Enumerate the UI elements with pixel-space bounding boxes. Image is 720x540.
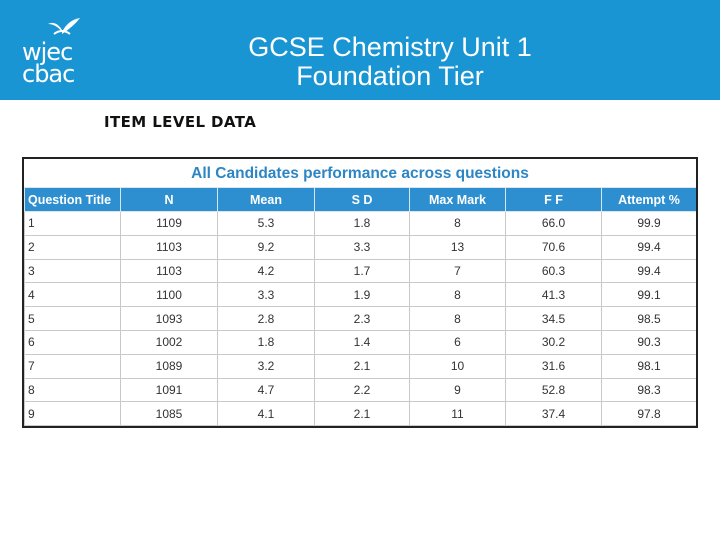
table-cell: 3 bbox=[25, 259, 121, 283]
table-cell: 66.0 bbox=[506, 212, 602, 236]
table-cell: 10 bbox=[410, 354, 506, 378]
table-cell: 1 bbox=[25, 212, 121, 236]
title-line-1: GCSE Chemistry Unit 1 bbox=[248, 32, 532, 62]
table-cell: 90.3 bbox=[602, 330, 697, 354]
results-table bbox=[24, 187, 697, 426]
table-caption: All Candidates performance across questions bbox=[191, 165, 529, 182]
table-cell: 6 bbox=[25, 330, 121, 354]
table-row bbox=[25, 283, 697, 307]
column-header: Mean bbox=[218, 188, 315, 212]
table-cell: 8 bbox=[410, 283, 506, 307]
page-title bbox=[150, 33, 630, 91]
table-cell: 9 bbox=[410, 378, 506, 402]
table-cell: 98.1 bbox=[602, 354, 697, 378]
table-cell: 13 bbox=[410, 235, 506, 259]
table-cell: 1.8 bbox=[315, 212, 410, 236]
title-line-2: Foundation Tier bbox=[296, 61, 484, 91]
results-table-panel bbox=[22, 157, 698, 428]
table-cell: 2.1 bbox=[315, 402, 410, 426]
table-row bbox=[25, 378, 697, 402]
table-cell: 4.2 bbox=[218, 259, 315, 283]
table-cell: 7 bbox=[25, 354, 121, 378]
table-cell: 3.2 bbox=[218, 354, 315, 378]
table-cell: 98.5 bbox=[602, 307, 697, 331]
table-row bbox=[25, 307, 697, 331]
header-banner bbox=[0, 0, 720, 100]
column-header: Question Title bbox=[25, 188, 121, 212]
table-cell: 99.4 bbox=[602, 235, 697, 259]
table-row bbox=[25, 212, 697, 236]
table-cell: 99.9 bbox=[602, 212, 697, 236]
table-header-row bbox=[25, 188, 697, 212]
column-header: Attempt % bbox=[602, 188, 697, 212]
table-cell: 7 bbox=[410, 259, 506, 283]
table-cell: 1085 bbox=[121, 402, 218, 426]
section-heading: ITEM LEVEL DATA bbox=[104, 113, 257, 131]
table-cell: 98.3 bbox=[602, 378, 697, 402]
table-cell: 1.7 bbox=[315, 259, 410, 283]
table-cell: 2.8 bbox=[218, 307, 315, 331]
svg-text:cbac: cbac bbox=[22, 60, 75, 86]
table-cell: 30.2 bbox=[506, 330, 602, 354]
table-cell: 2.3 bbox=[315, 307, 410, 331]
wjec-cbac-logo bbox=[18, 14, 98, 86]
table-cell: 8 bbox=[25, 378, 121, 402]
table-cell: 1089 bbox=[121, 354, 218, 378]
table-cell: 9 bbox=[25, 402, 121, 426]
table-cell: 11 bbox=[410, 402, 506, 426]
table-cell: 1.4 bbox=[315, 330, 410, 354]
table-cell: 1002 bbox=[121, 330, 218, 354]
table-cell: 1093 bbox=[121, 307, 218, 331]
table-cell: 8 bbox=[410, 307, 506, 331]
table-cell: 6 bbox=[410, 330, 506, 354]
table-cell: 1100 bbox=[121, 283, 218, 307]
table-cell: 2.2 bbox=[315, 378, 410, 402]
table-cell: 1103 bbox=[121, 235, 218, 259]
table-cell: 4.1 bbox=[218, 402, 315, 426]
table-row bbox=[25, 354, 697, 378]
table-cell: 34.5 bbox=[506, 307, 602, 331]
table-cell: 2.1 bbox=[315, 354, 410, 378]
table-cell: 1.8 bbox=[218, 330, 315, 354]
table-cell: 99.4 bbox=[602, 259, 697, 283]
column-header: S D bbox=[315, 188, 410, 212]
table-cell: 37.4 bbox=[506, 402, 602, 426]
table-cell: 4 bbox=[25, 283, 121, 307]
table-cell: 1109 bbox=[121, 212, 218, 236]
table-cell: 41.3 bbox=[506, 283, 602, 307]
table-row bbox=[25, 402, 697, 426]
table-cell: 97.8 bbox=[602, 402, 697, 426]
table-cell: 1.9 bbox=[315, 283, 410, 307]
table-cell: 1091 bbox=[121, 378, 218, 402]
table-row bbox=[25, 330, 697, 354]
table-cell: 2 bbox=[25, 235, 121, 259]
table-cell: 3.3 bbox=[315, 235, 410, 259]
table-cell: 9.2 bbox=[218, 235, 315, 259]
table-body bbox=[25, 212, 697, 426]
column-header: Max Mark bbox=[410, 188, 506, 212]
svg-text:wjec: wjec bbox=[22, 38, 73, 66]
table-cell: 60.3 bbox=[506, 259, 602, 283]
table-row bbox=[25, 259, 697, 283]
table-cell: 5.3 bbox=[218, 212, 315, 236]
table-cell: 99.1 bbox=[602, 283, 697, 307]
table-cell: 70.6 bbox=[506, 235, 602, 259]
table-cell: 4.7 bbox=[218, 378, 315, 402]
table-cell: 52.8 bbox=[506, 378, 602, 402]
column-header: N bbox=[121, 188, 218, 212]
table-cell: 3.3 bbox=[218, 283, 315, 307]
table-row bbox=[25, 235, 697, 259]
table-cell: 5 bbox=[25, 307, 121, 331]
table-cell: 8 bbox=[410, 212, 506, 236]
table-cell: 31.6 bbox=[506, 354, 602, 378]
table-cell: 1103 bbox=[121, 259, 218, 283]
column-header: F F bbox=[506, 188, 602, 212]
